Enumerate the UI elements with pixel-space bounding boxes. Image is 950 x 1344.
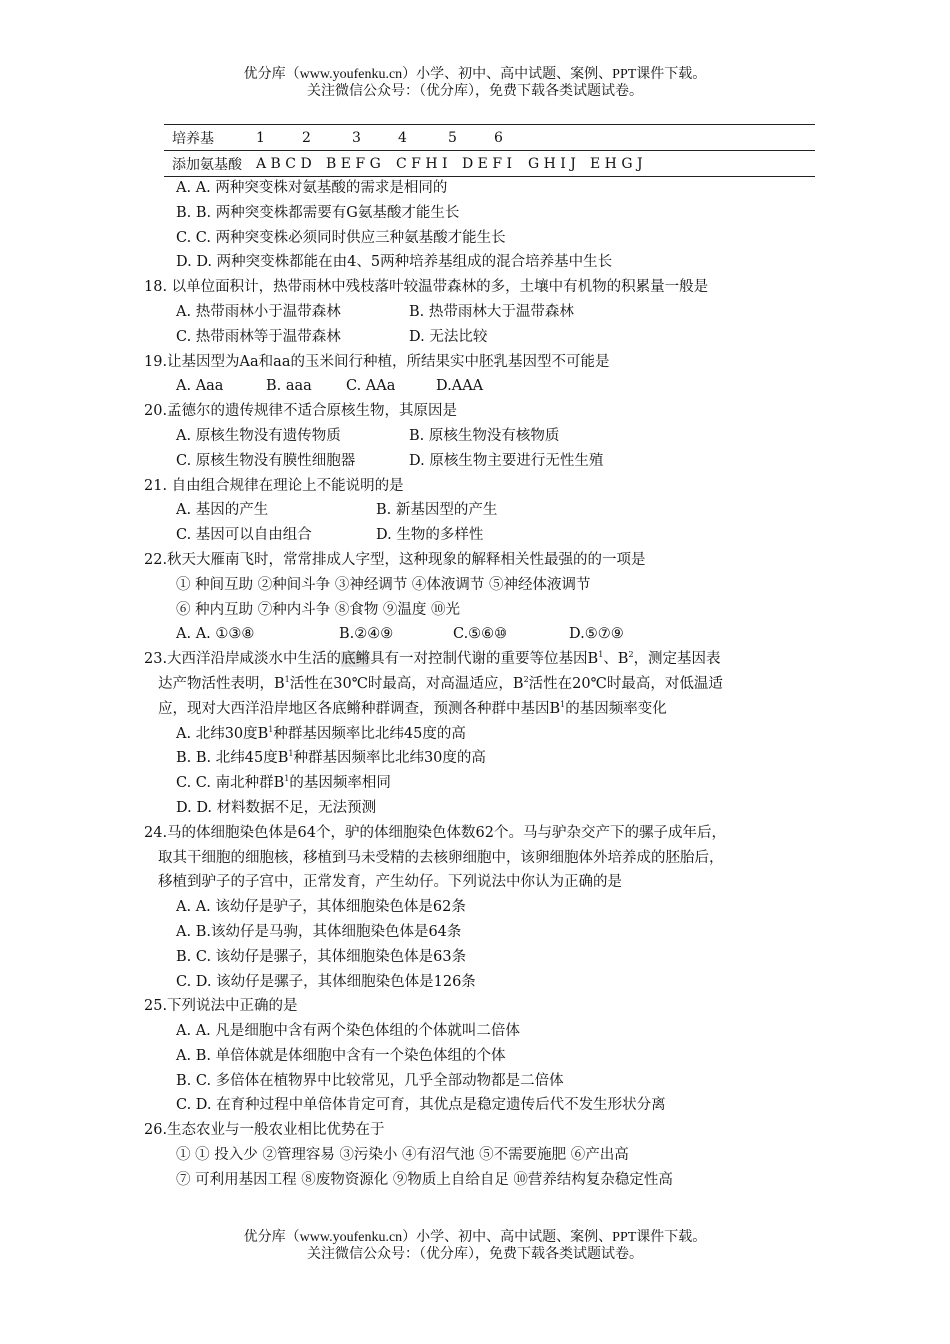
q20-stem: 20.孟德尔的遗传规律不适合原核生物，其原因是 — [144, 403, 458, 420]
q26-items-row-1: ① ① 投入少 ②管理容易 ③污染小 ④有沼气池 ⑤不需要施肥 ⑥产出高 — [176, 1147, 629, 1164]
superscript: 2 — [628, 650, 634, 660]
q18-stem: 18. 以单位面积计，热带雨林中残枝落叶较温带森林的多，土壤中有机物的积累量一般是 — [144, 279, 709, 296]
option-text: C. C. 南北种群B — [176, 775, 285, 792]
table-cell: 1 — [248, 125, 294, 151]
q24-option-d: C. D. 该幼仔是骡子，其体细胞染色体是126条 — [176, 973, 476, 990]
q23-highlighted-term: 底鳉 — [341, 651, 371, 668]
table-cell: 2 — [294, 125, 344, 151]
table-cell: B E F G — [326, 155, 381, 172]
q26-items-row-2: ⑦ 可利用基因工程 ⑧废物资源化 ⑨物质上自给自足 ⑩营养结构复杂稳定性高 — [176, 1171, 673, 1188]
superscript: 1 — [560, 699, 566, 709]
table-cell: C F H I — [396, 155, 448, 172]
q23-stem-line-3 — [144, 697, 824, 722]
table-cell: 5 — [440, 125, 486, 151]
q26-stem: 26.生态农业与一般农业相比优势在于 — [144, 1122, 385, 1139]
q24-option-a: A. A. 该幼仔是驴子，其体细胞染色体是62条 — [176, 899, 466, 916]
table-cell: 6 — [486, 125, 815, 151]
q20-option-c: C. 原核生物没有膜性细胞器 — [176, 452, 356, 469]
q23-stem-text: 应，现对大西洋沿岸地区各底鳉种群调查，预测各种群中基因B — [158, 700, 561, 717]
questions-body — [144, 176, 824, 1193]
q20-option-b: B. 原核生物没有核物质 — [409, 427, 560, 444]
footer-line-1: 优分库（www.youfenku.cn）小学、初中、高中试题、案例、PPT课件下载。 — [243, 1230, 707, 1245]
q22-option-c: C.⑤⑥⑩ — [453, 626, 508, 643]
culture-medium-table — [164, 124, 815, 177]
table-cell: A B C D — [256, 155, 312, 172]
q24-option-c: B. C. 该幼仔是骡子，其体细胞染色体是63条 — [176, 948, 467, 965]
q23-stem-text: ，测定基因表 — [633, 651, 721, 668]
table-cell: 4 — [390, 125, 440, 151]
q24-stem-line-3: 移植到驴子的子宫中，正常发育，产生幼仔。下列说法中你认为正确的是 — [158, 874, 622, 891]
table-cell: E H G J — [590, 155, 643, 172]
footer-line-2: 关注微信公众号：（优分库），免费下载各类试题试卷。 — [307, 1247, 643, 1262]
q19-option-c: C. AAa — [346, 378, 396, 395]
q18-options-row-2 — [144, 325, 824, 350]
option-text: 种群基因频率比北纬30度的高 — [293, 750, 486, 767]
q21-stem: 21. 自由组合规律在理论上不能说明的是 — [144, 477, 404, 494]
table-cell: G H I J — [528, 155, 576, 172]
header-line-1: 优分库（www.youfenku.cn）小学、初中、高中试题、案例、PPT课件下载。 — [243, 67, 707, 82]
superscript: 1 — [284, 774, 290, 784]
q21-option-a: A. 基因的产生 — [176, 502, 269, 519]
table-header-cell: 培养基 — [164, 125, 248, 151]
q24-option-b: A. B.该幼仔是马驹，其体细胞染色体是64条 — [176, 923, 462, 940]
q22-stem: 22.秋天大雁南飞时，常常排成人字型，这种现象的解释相关性最强的的一项是 — [144, 551, 646, 568]
q23-stem-text: 的基因频率变化 — [565, 700, 667, 717]
q25-stem: 25.下列说法中正确的是 — [144, 998, 298, 1015]
q22-option-b: B.②④⑨ — [339, 626, 394, 643]
q19-option-b: B. aaa — [266, 378, 312, 395]
option-text: 种群基因频率比北纬45度的高 — [273, 725, 466, 742]
q18-options-row-1 — [144, 300, 824, 325]
q20-options-row-2 — [144, 449, 824, 474]
table-row — [164, 151, 815, 177]
table-cell: D E F I — [462, 155, 513, 172]
q24-stem-line-2: 取其干细胞的细胞核，移植到马未受精的去核卵细胞中，该卵细胞体外培养成的胚胎后， — [158, 849, 724, 866]
q22-items-row-1: ① 种间互助 ②种间斗争 ③神经调节 ④体液调节 ⑤神经体液调节 — [176, 576, 591, 593]
q25-option-d: C. D. 在育种过程中单倍体肯定可育，其优点是稳定遗传后代不发生形状分离 — [176, 1097, 666, 1114]
q18-option-d: D. 无法比较 — [409, 328, 488, 345]
table-cell: 3 — [344, 125, 390, 151]
option-text: 的基因频率相同 — [289, 775, 391, 792]
q23-option-c — [144, 771, 824, 796]
q19-option-d: D.AAA — [436, 378, 484, 395]
q23-stem-line-2 — [144, 672, 824, 697]
q19-option-a: A. Aaa — [176, 378, 224, 395]
q23-stem-text: 活性在30℃时最高，对高温适应，B — [289, 675, 524, 692]
q24-stem-line-1: 24.马的体细胞染色体是64个，驴的体细胞染色体数62个。马与驴杂交产下的骡子成年后， — [144, 824, 726, 841]
table-cell-group — [248, 151, 815, 177]
q21-options-row-2 — [144, 523, 824, 548]
q21-option-c: C. 基因可以自由组合 — [176, 527, 312, 544]
page-footer — [0, 1229, 950, 1263]
q19-options — [144, 374, 824, 399]
q23-option-d: D. D. 材料数据不足，无法预测 — [176, 799, 377, 816]
superscript: 1 — [598, 650, 604, 660]
q23-stem-text: 具有一对控制代谢的重要等位基因B — [370, 651, 599, 668]
q22-option-a: A. A. ①③⑧ — [176, 626, 255, 643]
header-line-2: 关注微信公众号：（优分库），免费下载各类试题试卷。 — [307, 84, 643, 99]
q19-stem: 19.让基因型为Aa和aa的玉米间行种植，所结果实中胚乳基因型不可能是 — [144, 353, 610, 370]
q22-items-row-2: ⑥ 种内互助 ⑦种内斗争 ⑧食物 ⑨温度 ⑩光 — [176, 601, 461, 618]
q21-options-row-1 — [144, 498, 824, 523]
superscript: 2 — [523, 674, 529, 684]
superscript: 1 — [288, 749, 294, 759]
q23-stem-text: 、B — [603, 651, 629, 668]
superscript: 1 — [268, 724, 274, 734]
q23-stem-text: 23.大西洋沿岸咸淡水中生活的 — [144, 651, 342, 668]
option-text: A. 北纬30度B — [176, 725, 269, 742]
q25-option-b: A. B. 单倍体就是体细胞中含有一个染色体组的个体 — [176, 1047, 506, 1064]
q23-stem-text: 活性在20℃时最高，对低温适 — [528, 675, 723, 692]
page-header — [0, 66, 950, 100]
table-header-cell: 添加氨基酸 — [164, 151, 248, 177]
q25-option-c: B. C. 多倍体在植物界中比较常见，几乎全部动物都是二倍体 — [176, 1072, 564, 1089]
q21-option-d: D. 生物的多样性 — [376, 527, 484, 544]
q23-stem-text: 达产物活性表明，B — [158, 675, 285, 692]
q20-option-a: A. 原核生物没有遗传物质 — [176, 427, 341, 444]
q17-option-d: D. D. 两种突变株都能在由4、5两种培养基组成的混合培养基中生长 — [176, 254, 613, 271]
q17-option-b: B. B. 两种突变株都需要有G氨基酸才能生长 — [176, 204, 460, 221]
q17-option-c: C. C. 两种突变株必须同时供应三种氨基酸才能生长 — [176, 229, 506, 246]
q23-option-a — [144, 722, 824, 747]
table-row — [164, 125, 815, 151]
q22-options — [144, 622, 824, 647]
q20-options-row-1 — [144, 424, 824, 449]
q21-option-b: B. 新基因型的产生 — [376, 502, 498, 519]
q23-option-b — [144, 746, 824, 771]
q23-stem-line-1 — [144, 647, 824, 672]
superscript: 1 — [284, 674, 290, 684]
q18-option-c: C. 热带雨林等于温带森林 — [176, 328, 341, 345]
q22-option-d: D.⑤⑦⑨ — [569, 626, 624, 643]
q20-option-d: D. 原核生物主要进行无性生殖 — [409, 452, 604, 469]
q18-option-a: A. 热带雨林小于温带森林 — [176, 303, 341, 320]
option-text: B. B. 北纬45度B — [176, 750, 289, 767]
q17-option-a: A. A. 两种突变株对氨基酸的需求是相同的 — [176, 180, 448, 196]
q18-option-b: B. 热带雨林大于温带森林 — [409, 303, 574, 320]
q25-option-a: A. A. 凡是细胞中含有两个染色体组的个体就叫二倍体 — [176, 1023, 520, 1040]
